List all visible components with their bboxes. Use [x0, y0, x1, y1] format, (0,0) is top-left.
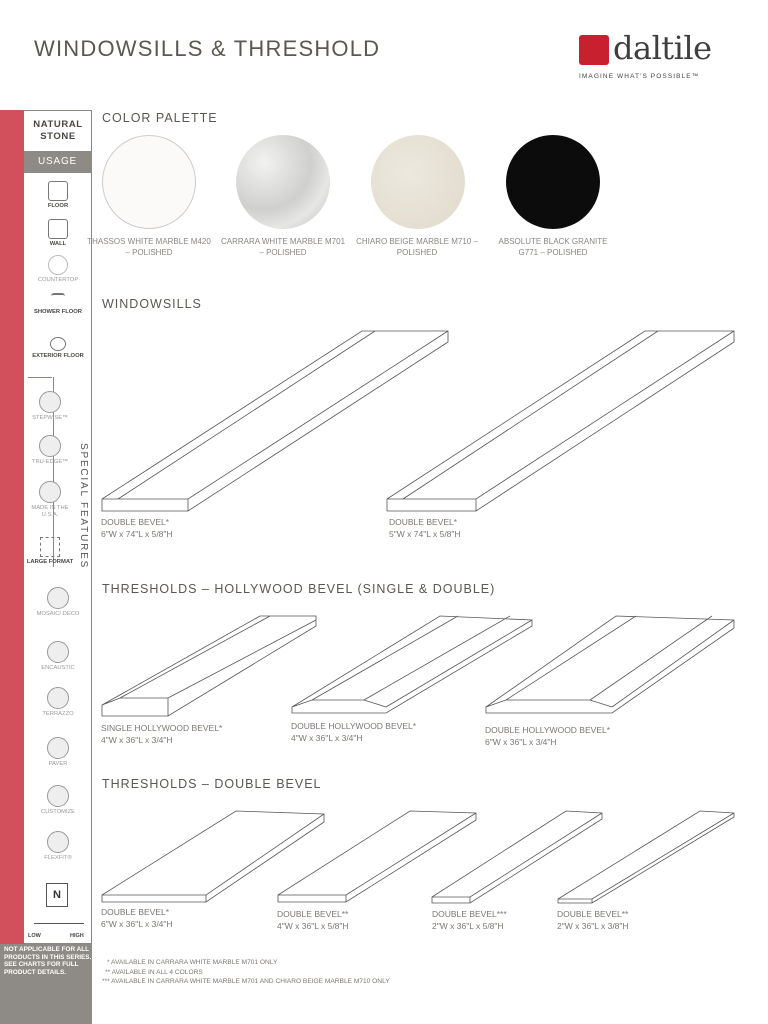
- product-size: 5"W x 74"L x 5/8"H: [389, 529, 461, 539]
- footnote: ** AVAILABLE IN ALL 4 COLORS: [105, 968, 203, 976]
- product-size: 2"W x 36"L x 3/8"H: [557, 921, 629, 931]
- product-name: DOUBLE HOLLYWOOD BEVEL*: [291, 721, 417, 731]
- page-title: WINDOWSILLS & THRESHOLD: [34, 36, 381, 61]
- product-name: SINGLE HOLLYWOOD BEVEL*: [101, 723, 223, 733]
- variation-high-label: HIGH: [70, 933, 84, 939]
- feature-paver-label: PAVER: [48, 761, 68, 767]
- usage-label: USAGE: [24, 151, 91, 173]
- sidebar-note: NOT APPLICABLE FOR ALL PRODUCTS IN THIS SERIES. SEE CHARTS FOR FULL PRODUCT DETAILS.: [0, 944, 92, 1024]
- footnotes: [102, 958, 390, 987]
- double-bevel-label: [557, 908, 629, 932]
- swatch-label: CHIARO BEIGE MARBLE M710 – POLISHED: [356, 237, 478, 257]
- variation-low-label: LOW: [28, 933, 41, 939]
- usage-wall-label: WALL: [49, 241, 67, 247]
- product-size: 6"W x 74"L x 5/8"H: [101, 529, 173, 539]
- hollywood-heading: THRESHOLDS – HOLLYWOOD BEVEL (SINGLE & DOUBLE): [102, 582, 496, 596]
- usage-countertop-label: COUNTERTOP: [37, 277, 79, 283]
- product-size: 6"W x 36"L x 3/4"H: [485, 737, 557, 747]
- product-name: DOUBLE BEVEL**: [557, 909, 629, 919]
- product-name: DOUBLE BEVEL**: [277, 909, 349, 919]
- usage-exterior-floor-label: EXTERIOR FLOOR: [32, 353, 84, 359]
- usage-shower-floor-label: SHOWER FLOOR: [34, 309, 82, 315]
- footnote: *** AVAILABLE IN CARRARA WHITE MARBLE M701 AND CHIARO BEIGE MARBLE M710 ONLY: [102, 978, 390, 985]
- product-name: DOUBLE BEVEL***: [432, 909, 507, 919]
- swatch-label: THASSOS WHITE MARBLE M420 – POLISHED: [87, 237, 211, 257]
- product-size: 4"W x 36"L x 3/4"H: [291, 733, 363, 743]
- double-bevel-label: [277, 908, 349, 932]
- swatch-label: CARRARA WHITE MARBLE M701 – POLISHED: [220, 237, 346, 257]
- product-name: DOUBLE BEVEL*: [101, 517, 170, 527]
- windowsills-heading: WINDOWSILLS: [102, 297, 202, 311]
- feature-flexfit-label: FLEXFIT®: [44, 855, 72, 861]
- product-size: 4"W x 36"L x 5/8"H: [277, 921, 349, 931]
- product-size: 6"W x 36"L x 3/4"H: [101, 919, 173, 929]
- product-name: DOUBLE HOLLYWOOD BEVEL*: [485, 725, 611, 735]
- feature-customize-label: CUSTOMIZE: [40, 809, 76, 815]
- double-bevel-label: [101, 906, 173, 930]
- palette-heading: COLOR PALETTE: [102, 111, 218, 125]
- feature-made-in-usa-label: MADE IN THE U.S.A.: [31, 505, 69, 518]
- product-size: 2"W x 36"L x 5/8"H: [432, 921, 504, 931]
- feature-mosaic-label: MOSAIC/ DECO: [36, 611, 80, 617]
- product-name: DOUBLE BEVEL*: [101, 907, 170, 917]
- double-bevel-heading: THRESHOLDS – DOUBLE BEVEL: [102, 777, 322, 791]
- feature-large-format-label: LARGE FORMAT: [26, 559, 74, 565]
- feature-terrazzo-label: TERRAZZO: [42, 711, 74, 717]
- feature-tru-edge-label: TRU-EDGE™: [31, 459, 69, 465]
- category-label: NATURAL STONE: [33, 119, 83, 142]
- feature-stepwise-label: STEPWISE™: [32, 415, 68, 421]
- double-bevel-label: [432, 908, 507, 932]
- feature-encaustic-label: ENCAUSTIC: [41, 665, 75, 671]
- product-name: DOUBLE BEVEL*: [389, 517, 458, 527]
- brand-tagline: IMAGINE WHAT'S POSSIBLE™: [579, 73, 700, 80]
- usage-floor-label: FLOOR: [47, 203, 69, 209]
- footnote: * AVAILABLE IN CARRARA WHITE MARBLE M701 ONLY: [107, 959, 278, 966]
- variation-badge: N: [46, 883, 68, 907]
- brand-name: daltile: [613, 29, 712, 67]
- swatch-label: ABSOLUTE BLACK GRANITE G771 – POLISHED: [498, 237, 608, 257]
- special-features-label: SPECIAL FEATURES: [78, 443, 89, 570]
- product-size: 4"W x 36"L x 3/4"H: [101, 735, 173, 745]
